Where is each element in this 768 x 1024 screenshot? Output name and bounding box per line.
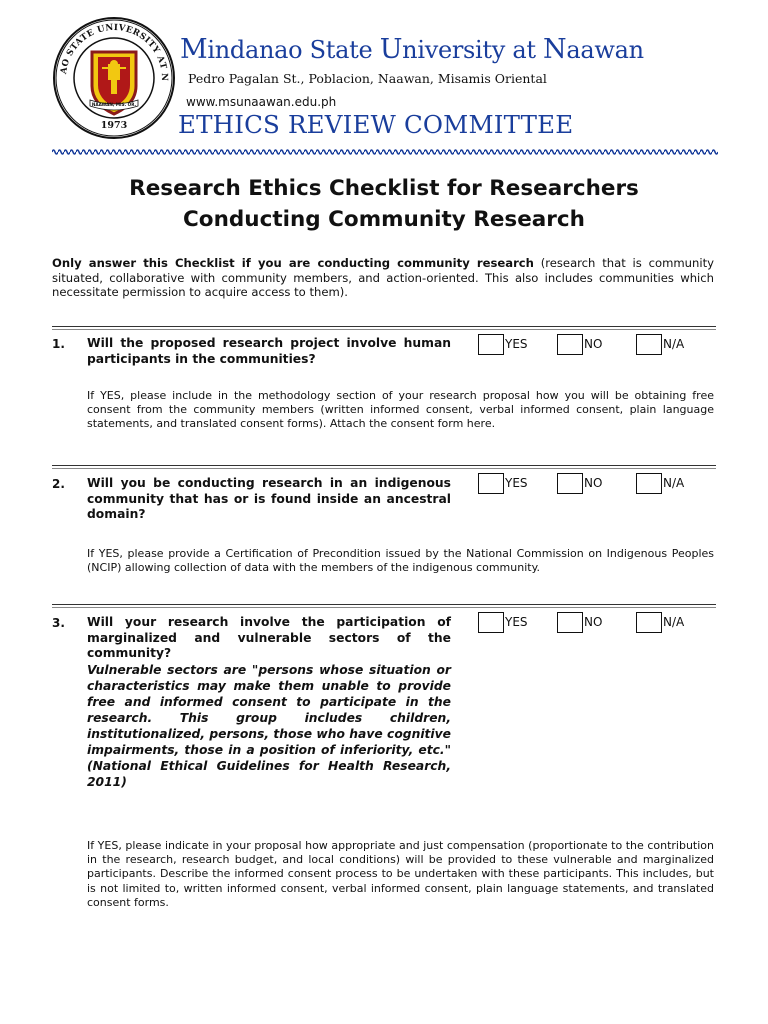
question-divider: [52, 326, 716, 330]
question-1-na-checkbox[interactable]: [636, 334, 662, 355]
header-divider: [52, 142, 718, 152]
question-1-na-label: N/A: [663, 337, 685, 351]
question-2-na-label: N/A: [663, 476, 685, 490]
question-divider: [52, 604, 716, 608]
question-1-text: Will the proposed research project involve human participants in the communities?: [87, 336, 451, 366]
page-title: [0, 173, 768, 235]
question-3-yes-label: YES: [505, 615, 528, 629]
question-3-no-checkbox[interactable]: [557, 612, 583, 633]
question-3-yes-checkbox[interactable]: [478, 612, 504, 633]
question-3-if-yes: If YES, please indicate in your proposal how appropriate and just compensation (proportionate to the contribution in the research, research budget, and local conditions) will be provided to these vulnerable and marginalized participants. Describe the informed consent process to be undertaken with these participants. This includes, but is not limited to, written informed consent, verbal informed consent, plain language statements, and translated consent forms.: [87, 839, 714, 909]
question-2-na-checkbox[interactable]: [636, 473, 662, 494]
committee-name: ETHICS REVIEW COMMITTEE: [178, 110, 574, 139]
seal-banner-text: NAAWAN, MIS. OR.: [91, 102, 137, 107]
question-2-no-checkbox[interactable]: [557, 473, 583, 494]
question-2-no-label: NO: [584, 476, 603, 490]
title-line-1: Research Ethics Checklist for Researchers: [129, 176, 639, 201]
title-line-2: Conducting Community Research: [183, 207, 585, 232]
university-name-part-2: niversity at: [402, 36, 544, 64]
university-seal: [52, 16, 176, 140]
question-1-yes-label: YES: [505, 337, 528, 351]
university-name-initial-m: M: [180, 34, 208, 65]
question-2-if-yes: If YES, please provide a Certification of Precondition issued by the National Commission on Indigenous Peoples (NCIP) allowing collection of data with the members of the indigenous community.: [87, 547, 714, 575]
question-3-text: Will your research involve the participation of marginalized and vulnerable sectors of the community?: [87, 615, 451, 661]
question-1-no-label: NO: [584, 337, 603, 351]
seal-year: 1973: [100, 120, 128, 131]
university-name: [180, 34, 644, 65]
question-2-text: Will you be conducting research in an indigenous community that has or is found inside an ancestral domain?: [87, 476, 451, 522]
question-1-no-checkbox[interactable]: [557, 334, 583, 355]
question-1-number: 1.: [52, 337, 65, 351]
university-address: Pedro Pagalan St., Poblacion, Naawan, Misamis Oriental: [188, 71, 547, 86]
intro-paragraph: [52, 256, 714, 300]
university-name-initial-u: U: [379, 34, 403, 65]
question-1-if-yes: If YES, please include in the methodology section of your research proposal how you will be obtaining free consent from the community members (written informed consent, verbal informed consent, plain language statements, and translated consent forms). Attach the consent form here.: [87, 389, 714, 431]
university-website[interactable]: www.msunaawan.edu.ph: [186, 95, 337, 109]
university-name-part-1: indanao State: [207, 36, 380, 64]
intro-rest: (research that is community situated, collaborative with community members, and action-oriented. This also includes communities which necessitate permission to acquire access to them).: [52, 256, 714, 300]
question-2-yes-checkbox[interactable]: [478, 473, 504, 494]
question-3-vulnerable-note: Vulnerable sectors are "persons whose situation or characteristics may make them unable to provide free and informed consent to participate in the research. This group includes children, institutionalized, persons, those who have cognitive impairments, those in a position of inferiority, etc." (National Ethical Guidelines for Health Research, 2011): [87, 663, 451, 789]
question-1-yes-checkbox[interactable]: [478, 334, 504, 355]
question-2-yes-label: YES: [505, 476, 528, 490]
question-divider: [52, 465, 716, 469]
university-name-part-3: aawan: [566, 36, 644, 64]
question-3-na-label: N/A: [663, 615, 685, 629]
question-3-number: 3.: [52, 616, 65, 630]
question-3-na-checkbox[interactable]: [636, 612, 662, 633]
seal-ring-text: AO STATE UNIVERSITY AT N: [59, 22, 170, 82]
intro-bold: Only answer this Checklist if you are conducting community research: [52, 256, 534, 270]
question-2-number: 2.: [52, 477, 65, 491]
question-3-no-label: NO: [584, 615, 603, 629]
university-name-initial-n: N: [543, 34, 567, 65]
